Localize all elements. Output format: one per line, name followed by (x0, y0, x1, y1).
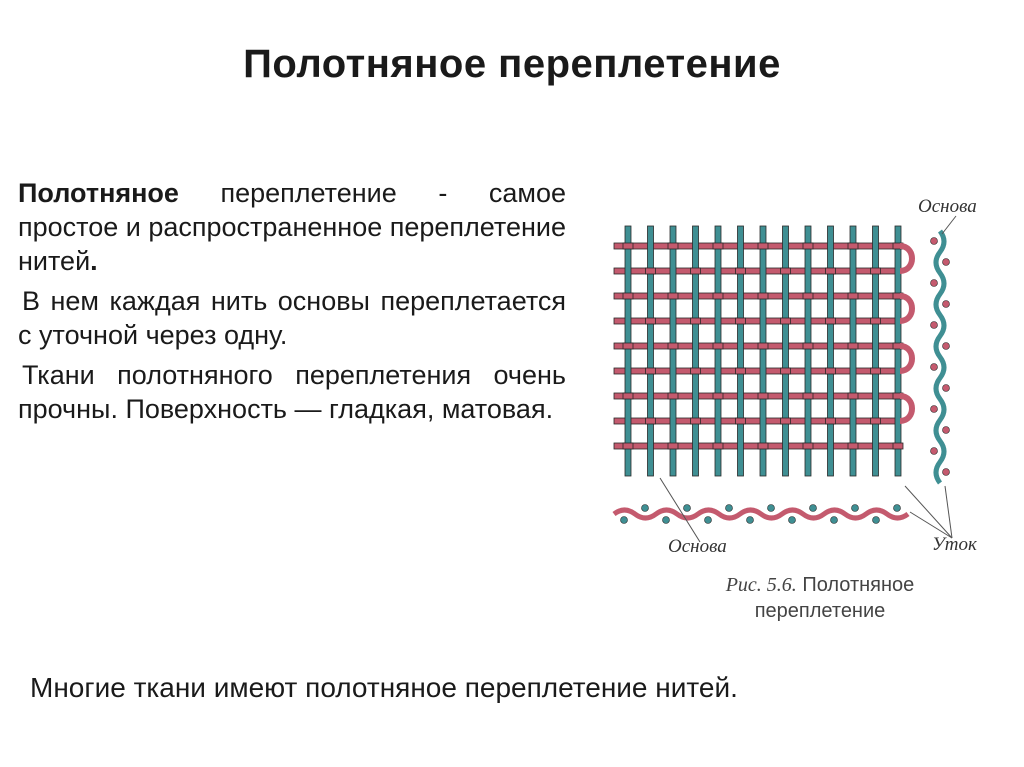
weft-over (646, 368, 656, 374)
label-warp-top: Основа (918, 196, 977, 217)
warp-cross-section (852, 505, 859, 512)
warp-cross-section (894, 505, 901, 512)
weft-over (803, 343, 813, 349)
weft-over (848, 243, 858, 249)
warp-thread (873, 226, 879, 476)
weft-cross-section (943, 469, 950, 476)
warp-cross-section (810, 505, 817, 512)
weft-over (646, 418, 656, 424)
warp-thread (760, 226, 766, 476)
weft-loop (900, 346, 912, 371)
warp-cross-section (747, 517, 754, 524)
weft-profile (614, 510, 908, 518)
weft-over (781, 418, 791, 424)
warp-cross-section (789, 517, 796, 524)
leader-weft-3 (945, 486, 952, 538)
weft-thread (614, 418, 900, 424)
weft-over (713, 393, 723, 399)
weft-over (623, 443, 633, 449)
weft-over (781, 268, 791, 274)
weft-over (781, 368, 791, 374)
weft-over (691, 318, 701, 324)
weft-cross-section (931, 364, 938, 371)
weft-over (691, 418, 701, 424)
weft-over (713, 343, 723, 349)
weft-over (848, 393, 858, 399)
weft-over (871, 368, 881, 374)
weft-over (848, 293, 858, 299)
term-bold: Полотняное (18, 178, 179, 208)
warp-thread (850, 226, 856, 476)
weft-over (713, 443, 723, 449)
weft-over (826, 418, 836, 424)
weft-cross-section (943, 259, 950, 266)
weft-over (803, 293, 813, 299)
warp-thread (895, 226, 901, 476)
weft-over (848, 443, 858, 449)
slide-title: Полотняное переплетение (243, 42, 781, 86)
weft-over (668, 293, 678, 299)
weft-over (668, 343, 678, 349)
weft-cross-section (931, 406, 938, 413)
warp-thread (738, 226, 744, 476)
paragraph-interlacing: В нем каждая нить основы переплетается с уточной через одну. (18, 286, 566, 350)
warp-thread (783, 226, 789, 476)
figure-caption (670, 572, 970, 624)
caption-number: Рис. 5.6. (725, 574, 797, 596)
weave-figure (600, 186, 1010, 636)
weft-over (758, 343, 768, 349)
warp-cross-section (831, 517, 838, 524)
weft-cross-section (931, 238, 938, 245)
weft-over (646, 318, 656, 324)
weft-cross-section (943, 301, 950, 308)
weft-thread (614, 268, 900, 274)
warp-cross-section (768, 505, 775, 512)
weft-over (758, 393, 768, 399)
weft-over (871, 418, 881, 424)
weft-over (871, 318, 881, 324)
weft-loop (900, 246, 912, 271)
weft-over (826, 318, 836, 324)
bottom-note: Многие ткани имеют полотняное переплетение нитей. (30, 672, 738, 703)
weft-over (668, 243, 678, 249)
weft-thread (614, 368, 900, 374)
weft-thread (614, 318, 900, 324)
warp-profile (936, 231, 944, 483)
weft-over (623, 393, 633, 399)
weft-cross-section (943, 427, 950, 434)
weft-over (623, 243, 633, 249)
warp-thread (648, 226, 654, 476)
plain-weave-diagram (600, 186, 1010, 566)
warp-thread (693, 226, 699, 476)
weft-over (871, 268, 881, 274)
weft-cross-section (931, 448, 938, 455)
weft-over (758, 443, 768, 449)
warp-thread (670, 226, 676, 476)
warp-cross-section (642, 505, 649, 512)
warp-cross-section (873, 517, 880, 524)
weft-over (736, 268, 746, 274)
weft-loop (900, 396, 912, 421)
weft-over (713, 293, 723, 299)
weft-cross-section (931, 280, 938, 287)
weft-over (736, 368, 746, 374)
caption-text: Полотняное переплетение (754, 574, 915, 622)
definition-period: . (90, 246, 98, 276)
leader-weft-1 (905, 486, 952, 538)
text-block (18, 176, 566, 432)
label-weft: Уток (932, 534, 977, 555)
weft-over (736, 418, 746, 424)
label-warp-bottom: Основа (668, 536, 727, 557)
weft-over (646, 268, 656, 274)
weft-loop (900, 296, 912, 321)
warp-thread (805, 226, 811, 476)
weft-over (668, 443, 678, 449)
warp-thread (828, 226, 834, 476)
weft-over (848, 343, 858, 349)
weft-over (668, 393, 678, 399)
weft-over (758, 243, 768, 249)
weft-cross-section (931, 322, 938, 329)
weft-over (691, 368, 701, 374)
weft-over (826, 268, 836, 274)
weft-over (623, 293, 633, 299)
weft-over (691, 268, 701, 274)
weft-over (803, 243, 813, 249)
weft-over (623, 343, 633, 349)
definition-text: переплетение - самое простое и распространенное переплетение нитей (18, 178, 566, 276)
warp-cross-section (726, 505, 733, 512)
weft-over (781, 318, 791, 324)
leader-warp-top (942, 216, 956, 234)
weft-over (826, 368, 836, 374)
paragraph-definition (18, 176, 566, 278)
warp-thread (715, 226, 721, 476)
weft-over (893, 443, 903, 449)
weft-over (758, 293, 768, 299)
weft-cross-section (943, 343, 950, 350)
weft-over (803, 393, 813, 399)
warp-thread (625, 226, 631, 476)
warp-cross-section (705, 517, 712, 524)
weft-over (803, 443, 813, 449)
warp-cross-section (621, 517, 628, 524)
weft-over (736, 318, 746, 324)
weft-cross-section (943, 385, 950, 392)
warp-cross-section (684, 505, 691, 512)
paragraph-properties: Ткани полотняного переплетения очень прочны. Поверхность — гладкая, матовая. (18, 360, 566, 424)
warp-cross-section (663, 517, 670, 524)
weft-over (713, 243, 723, 249)
